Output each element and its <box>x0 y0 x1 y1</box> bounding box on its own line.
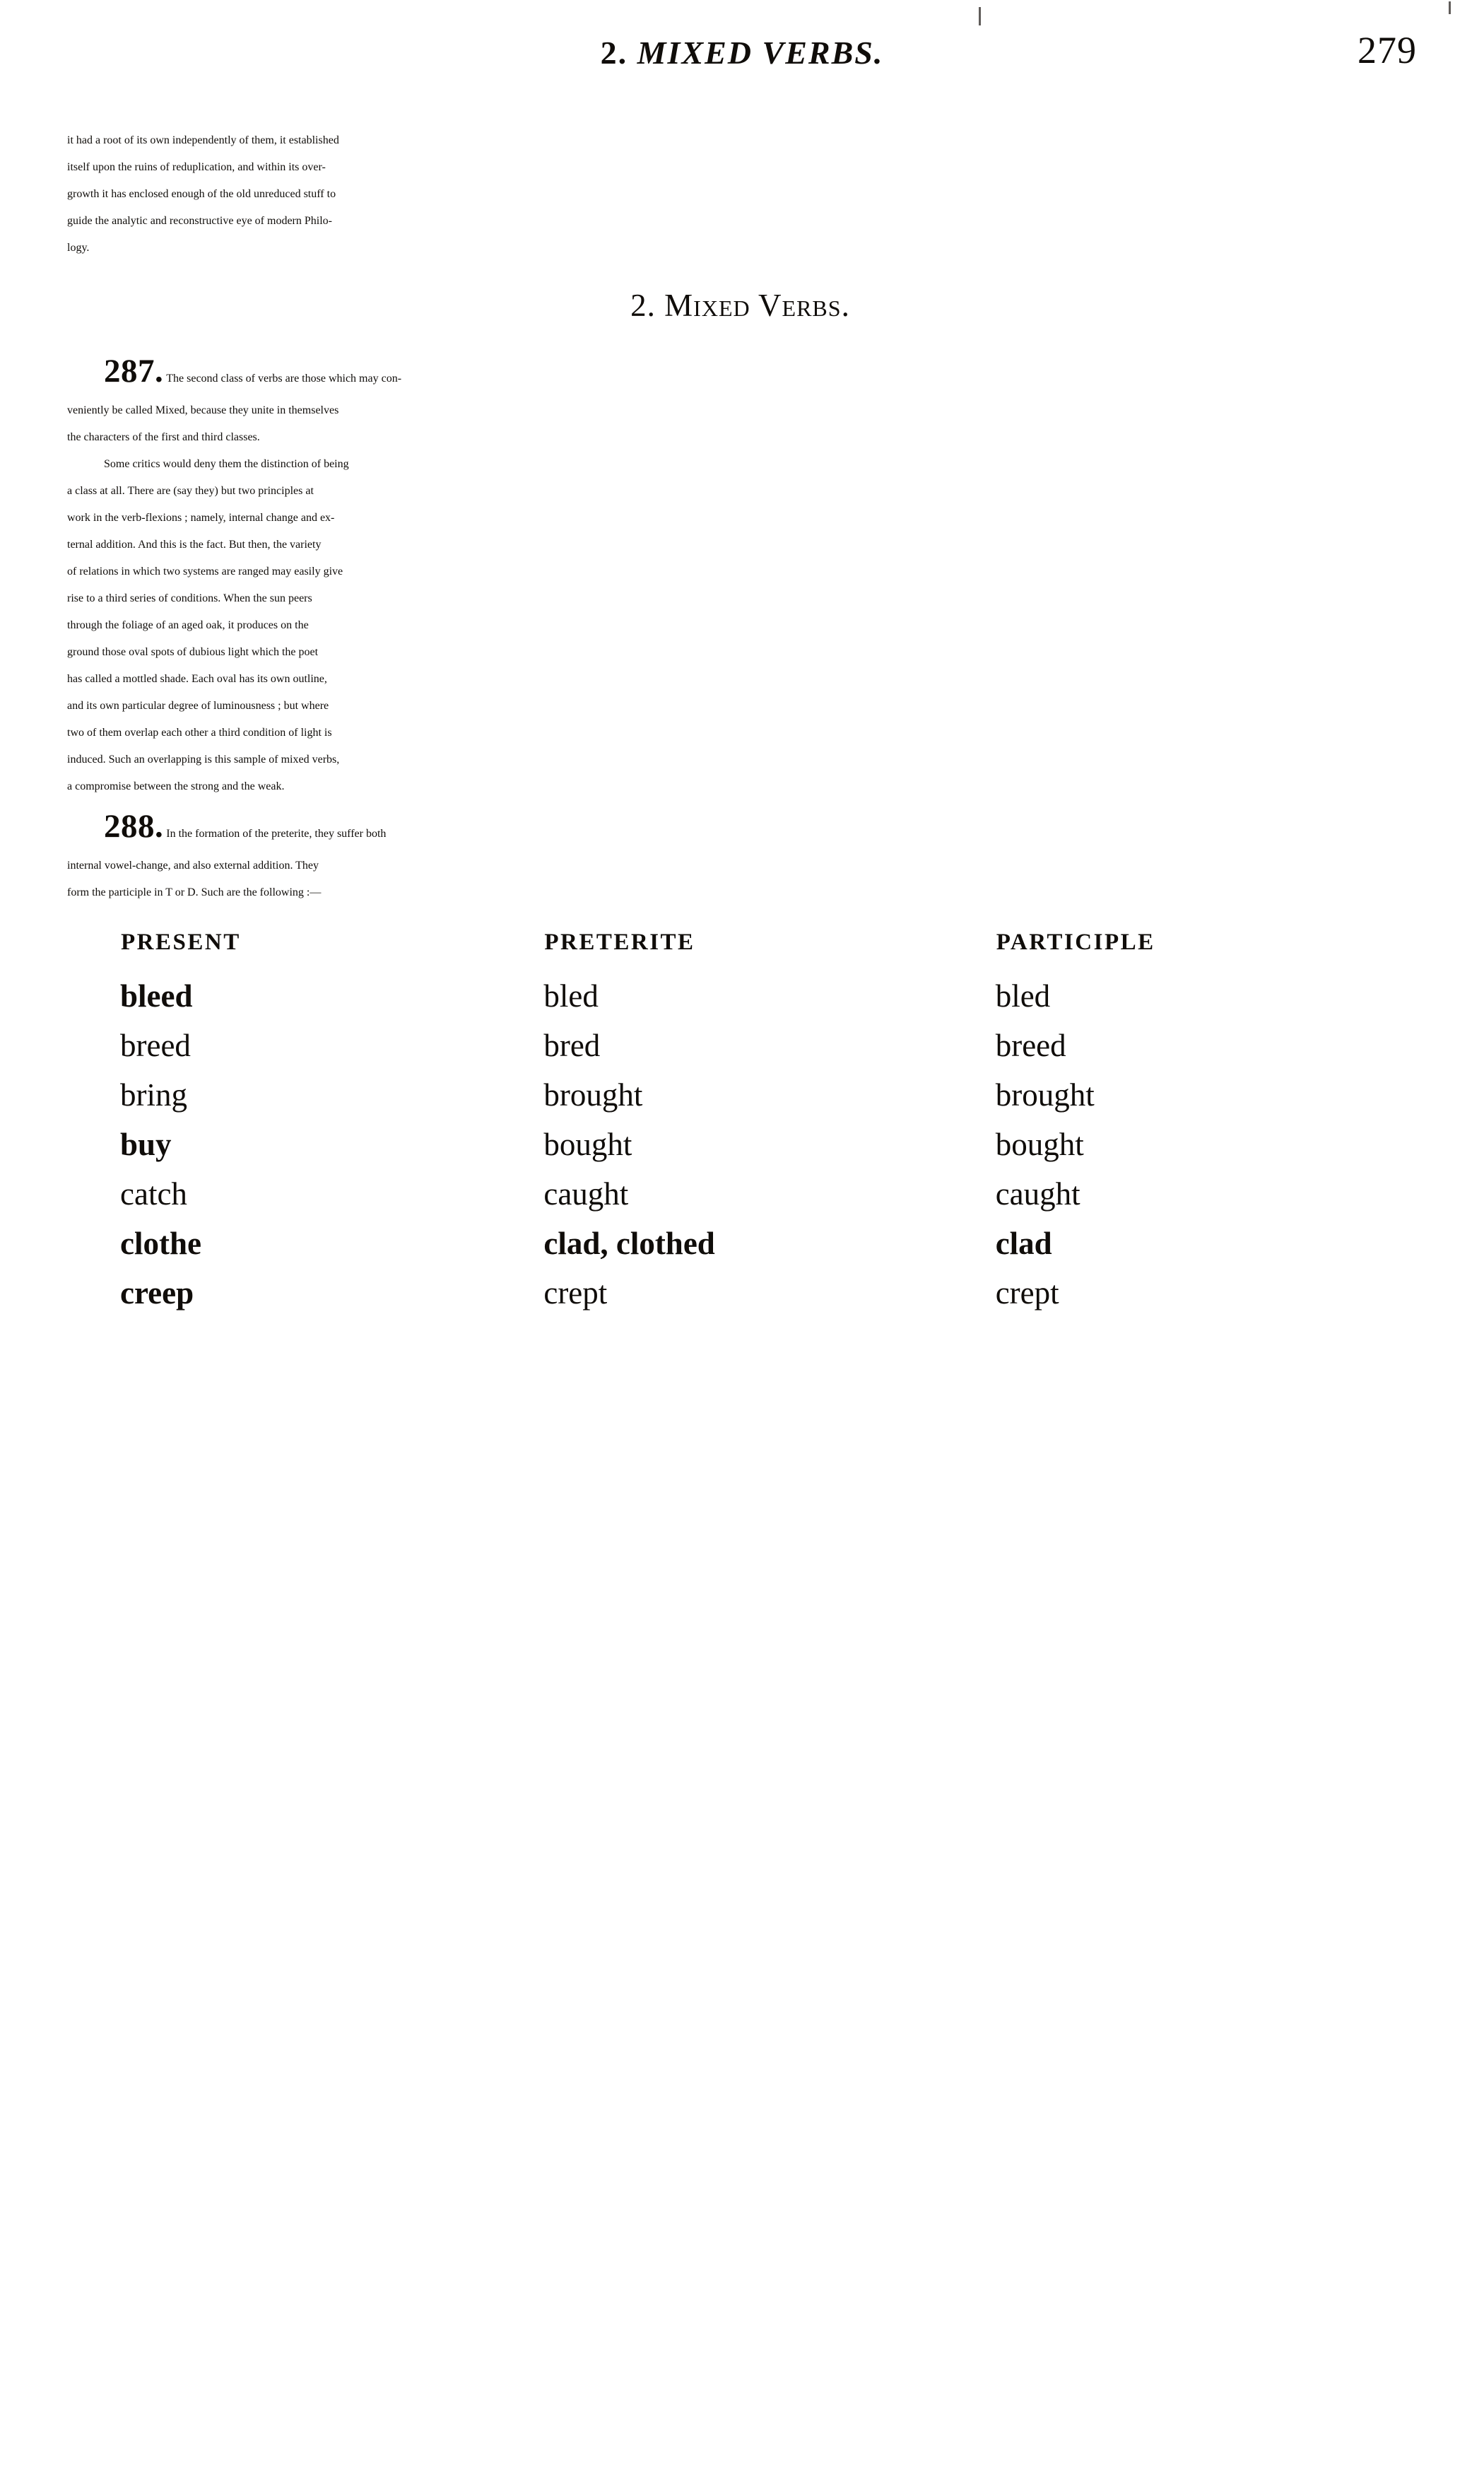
text-line <box>67 807 1413 845</box>
section-heading-text: Mixed Verbs. <box>664 288 850 323</box>
line-text: through the foliage of an aged oak, it produces on the <box>67 619 309 631</box>
line-text: veniently be called Mixed, because they unite in themselves <box>67 404 339 416</box>
cell-participle: bled <box>995 978 1051 1014</box>
text-line <box>67 727 1413 739</box>
text-line <box>67 352 1413 390</box>
line-text: a class at all. There are (say they) but two principles at <box>67 485 314 497</box>
paragraph-288 <box>67 807 1413 899</box>
line-text: and its own particular degree of luminousness ; but where <box>67 700 329 712</box>
cell-participle: brought <box>995 1077 1095 1113</box>
page-number: 279 <box>1358 29 1417 71</box>
text-line <box>67 646 1413 659</box>
text-line <box>67 215 1413 228</box>
text-line <box>67 754 1413 766</box>
table-row <box>120 1219 1237 1268</box>
cell-preterite: bought <box>543 1127 632 1162</box>
line-text: the characters of the first and third classes. <box>67 431 260 443</box>
paragraph-287 <box>67 352 1413 444</box>
table-row <box>120 971 1237 1021</box>
line-text: work in the verb-flexions ; namely, internal change and ex- <box>67 512 335 524</box>
cell-participle: caught <box>995 1176 1080 1212</box>
page-edge-mark-right <box>1449 1 1451 14</box>
line-text: internal vowel-change, and also external addition. They <box>67 860 319 872</box>
text-line <box>67 565 1413 578</box>
line-text-wrap <box>67 807 386 845</box>
cell-preterite: brought <box>543 1077 643 1113</box>
line-text: form the participle in T or D. Such are the following :— <box>67 886 322 898</box>
cell-present: bleed <box>120 978 193 1014</box>
text-line <box>67 700 1413 713</box>
header-title <box>67 34 1417 71</box>
text-line <box>67 592 1413 605</box>
section-number-287: 287. <box>104 353 164 389</box>
table-row <box>120 1120 1237 1169</box>
section-heading-number: 2. <box>630 288 656 323</box>
table-row <box>120 1070 1237 1120</box>
text-line <box>67 485 1413 498</box>
line-text-wrap <box>67 352 401 390</box>
text-line <box>67 886 1413 899</box>
cell-present: breed <box>120 1028 191 1063</box>
body-text <box>67 134 1413 899</box>
text-line <box>67 673 1413 686</box>
line-text: logy. <box>67 242 90 254</box>
column-header-present: PRESENT <box>121 930 241 955</box>
line-text: ground those oval spots of dubious light which the poet <box>67 646 319 658</box>
paragraph-continuation <box>67 134 1413 254</box>
running-head <box>67 0 1417 134</box>
line-text: it had a root of its own independently of them, it established <box>67 134 339 146</box>
line-text: Some critics would deny them the distinction of being <box>104 458 349 470</box>
cell-participle: bought <box>995 1127 1084 1162</box>
line-text: of relations in which two systems are ranged may easily give <box>67 565 343 578</box>
text-line <box>67 134 1413 147</box>
text-line <box>67 619 1413 632</box>
cell-participle: breed <box>995 1028 1066 1063</box>
cell-preterite: clad, clothed <box>543 1226 715 1261</box>
cell-present: creep <box>120 1275 194 1311</box>
line-text: two of them overlap each other a third condition of light is <box>67 727 332 739</box>
cell-preterite: bred <box>543 1028 601 1063</box>
text-line <box>67 404 1413 417</box>
column-header-participle: PARTICIPLE <box>996 930 1155 955</box>
line-text-wrap <box>67 458 349 471</box>
verb-forms-table <box>120 929 1237 1318</box>
paragraph-critics <box>67 458 1413 793</box>
table-row <box>120 1021 1237 1070</box>
line-text: induced. Such an overlapping is this sample of mixed verbs, <box>67 754 340 766</box>
cell-preterite: crept <box>543 1275 608 1311</box>
cell-preterite: caught <box>543 1176 629 1212</box>
line-text: ternal addition. And this is the fact. But then, the variety <box>67 539 322 551</box>
line-text: In the formation of the preterite, they suffer both <box>166 828 387 840</box>
text-line <box>67 539 1413 551</box>
section-heading <box>67 287 1413 324</box>
text-line <box>67 242 1413 254</box>
page-edge-mark-left <box>979 7 981 25</box>
text-line <box>67 780 1413 793</box>
text-line <box>67 431 1413 444</box>
line-text: guide the analytic and reconstructive eye of modern Philo- <box>67 215 332 227</box>
header-title-text: MIXED VERBS. <box>637 35 884 71</box>
line-text: The second class of verbs are those which may con- <box>166 373 402 385</box>
cell-present: clothe <box>120 1226 201 1261</box>
section-number-288: 288. <box>104 808 164 845</box>
text-line <box>67 458 1413 471</box>
line-text: has called a mottled shade. Each oval has its own outline, <box>67 673 327 685</box>
cell-present: bring <box>120 1077 187 1113</box>
text-line <box>67 860 1413 872</box>
table-row <box>120 1268 1237 1318</box>
table-row <box>120 1169 1237 1219</box>
table-header-row <box>120 929 1237 971</box>
text-line <box>67 512 1413 524</box>
line-text: rise to a third series of conditions. When the sun peers <box>67 592 312 604</box>
cell-preterite: bled <box>543 978 599 1014</box>
line-text: growth it has enclosed enough of the old unreduced stuff to <box>67 188 336 200</box>
line-text: a compromise between the strong and the weak. <box>67 780 285 792</box>
cell-participle: crept <box>995 1275 1059 1311</box>
column-header-preterite: PRETERITE <box>544 930 695 955</box>
cell-present: catch <box>120 1176 187 1212</box>
cell-participle: clad <box>995 1226 1052 1261</box>
line-text: itself upon the ruins of reduplication, and within its over- <box>67 161 326 173</box>
header-title-number: 2. <box>600 35 628 71</box>
text-line <box>67 161 1413 174</box>
text-line <box>67 188 1413 201</box>
cell-present: buy <box>120 1127 172 1162</box>
